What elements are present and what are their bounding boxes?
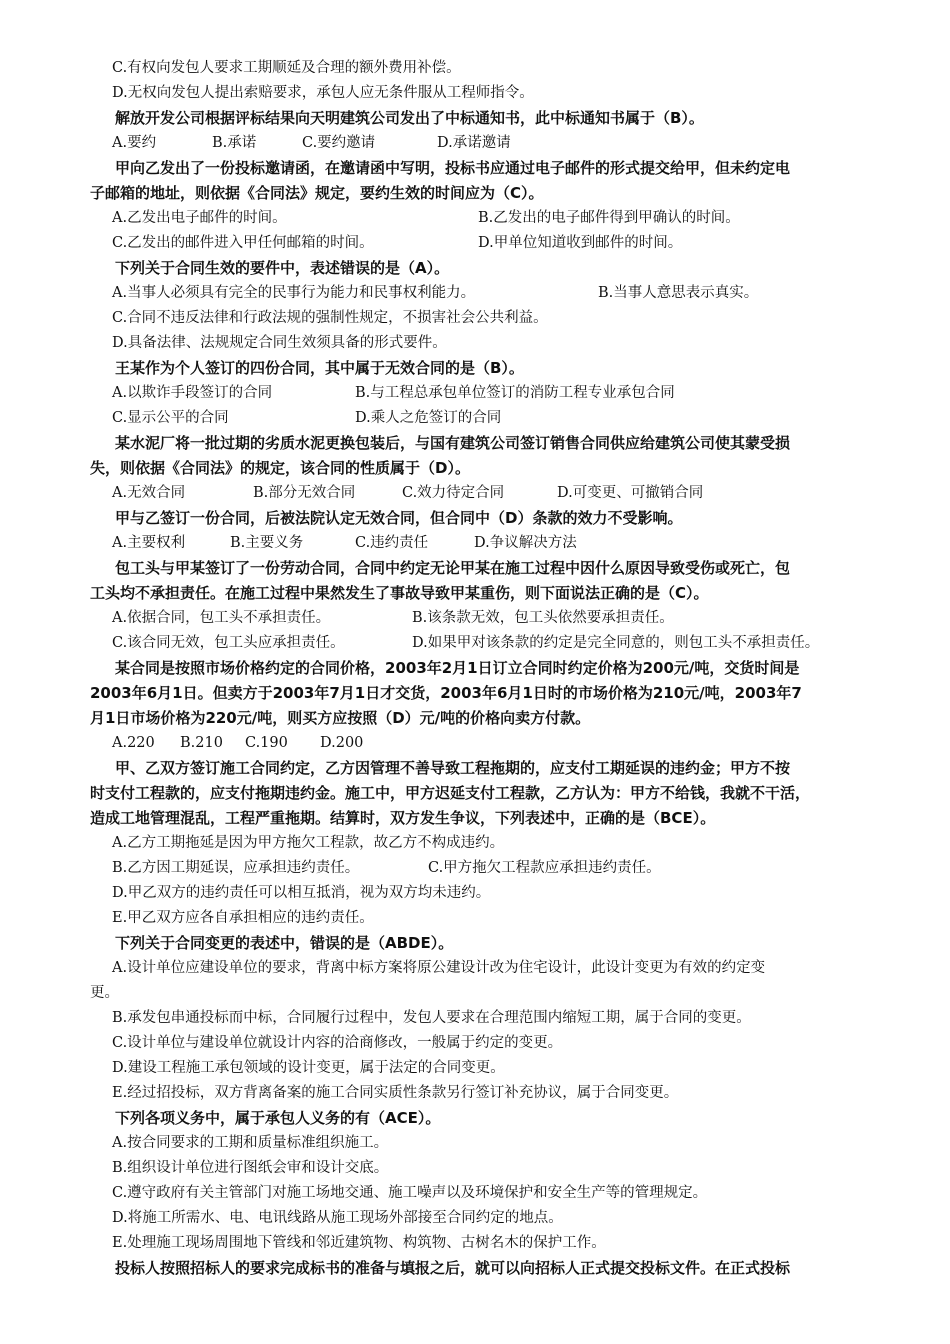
option-line: B.承发包串通投标而中标，合同履行过程中，发包人要求在合理范围内缩短工期，属于合同的变更。 <box>112 1010 751 1026</box>
question-line: 某水泥厂将一批过期的劣质水泥更换包装后，与国有建筑公司签订销售合同供应给建筑公司使其蒙受损 <box>115 434 791 452</box>
option-line: D.200 <box>320 735 364 751</box>
question-line: 甲向乙发出了一份投标邀请函，在邀请函中写明，投标书应通过电子邮件的形式提交给甲，但未约定电 <box>115 159 791 177</box>
option-line: C.合同不违反法律和行政法规的强制性规定，不损害社会公共利益。 <box>112 310 548 326</box>
question-line: 甲、乙双方签订施工合同约定，乙方因管理不善导致工程拖期的，应支付工期延误的违约金；甲方不按 <box>115 759 791 777</box>
option-line: D.承诺邀请 <box>437 135 511 151</box>
option-line: C.设计单位与建设单位就设计内容的洽商修改，一般属于约定的变更。 <box>112 1035 563 1051</box>
option-line: A.主要权利 <box>112 535 186 551</box>
option-line: A.无效合同 <box>112 485 186 501</box>
option-line: D.乘人之危签订的合同 <box>355 410 502 426</box>
question-line: 解放开发公司根据评标结果向天明建筑公司发出了中标通知书，此中标通知书属于（B）。 <box>115 109 704 127</box>
option-line: D.甲单位知道收到邮件的时间。 <box>478 235 683 251</box>
option-line: C.效力待定合同 <box>402 485 505 501</box>
question-line: 甲与乙签订一份合同，后被法院认定无效合同，但合同中（D）条款的效力不受影响。 <box>115 509 683 527</box>
question-line: 子邮箱的地址，则依据《合同法》规定，要约生效的时间应为（C）。 <box>90 184 544 202</box>
option-line: B.210 <box>180 735 223 751</box>
option-line: C.要约邀请 <box>302 135 376 151</box>
option-line: A.以欺诈手段签订的合同 <box>112 385 273 401</box>
question-line: 下列各项义务中，属于承包人义务的有（ACE）。 <box>115 1109 441 1127</box>
question-line: 投标人按照招标人的要求完成标书的准备与填报之后，就可以向招标人正式提交投标文件。在正式投标 <box>115 1259 791 1277</box>
option-line: D.具备法律、法规规定合同生效须具备的形式要件。 <box>112 335 447 351</box>
question-line: 失，则依据《合同法》的规定，该合同的性质属于（D）。 <box>90 459 470 477</box>
option-line: C.违约责任 <box>355 535 429 551</box>
option-line: D.建设工程施工承包领域的设计变更，属于法定的合同变更。 <box>112 1060 505 1076</box>
option-line: B.该条款无效，包工头依然要承担责任。 <box>412 610 674 626</box>
option-line: B.主要义务 <box>230 535 304 551</box>
option-line: A.220 <box>112 735 155 751</box>
option-line: C.乙发出的邮件进入甲任何邮箱的时间。 <box>112 235 374 251</box>
option-line: B.承诺 <box>212 135 257 151</box>
option-line: B.乙发出的电子邮件得到甲确认的时间。 <box>478 210 740 226</box>
option-line: E.经过招投标，双方背离备案的施工合同实质性条款另行签订补充协议，属于合同变更。 <box>112 1085 679 1101</box>
question-line: 2003年6月1日。但卖方于2003年7月1日才交货，2003年6月1日时的市场价格为210元/吨，2003年7 <box>90 684 802 702</box>
option-line: E.甲乙双方应各自承担相应的违约责任。 <box>112 910 374 926</box>
option-line: C.该合同无效，包工头应承担责任。 <box>112 635 345 651</box>
option-line: C.遵守政府有关主管部门对施工场地交通、施工噪声以及环境保护和安全生产等的管理规定。 <box>112 1185 708 1201</box>
option-line: D.将施工所需水、电、电讯线路从施工现场外部接至合同约定的地点。 <box>112 1210 563 1226</box>
option-line: C.显示公平的合同 <box>112 410 229 426</box>
question-line: 月1日市场价格为220元/吨，则买方应按照（D）元/吨的价格向卖方付款。 <box>90 709 591 727</box>
option-line: A.依据合同，包工头不承担责任。 <box>112 610 331 626</box>
option-line: B.与工程总承包单位签订的消防工程专业承包合同 <box>355 385 675 401</box>
option-line: A.设计单位应建设单位的要求，背离中标方案将原公建设计改为住宅设计，此设计变更为有效的约定变 <box>112 960 766 976</box>
option-line: D.争议解决方法 <box>474 535 577 551</box>
option-line: D.如果甲对该条款的约定是完全同意的，则包工头不承担责任。 <box>412 635 820 651</box>
option-line: B.组织设计单位进行图纸会审和设计交底。 <box>112 1160 389 1176</box>
option-line: A.乙发出电子邮件的时间。 <box>112 210 287 226</box>
option-line: A.要约 <box>112 135 157 151</box>
question-line: 造成工地管理混乱，工程严重拖期。结算时，双方发生争议，下列表述中，正确的是（BCE）。 <box>90 809 716 827</box>
option-line: D.可变更、可撤销合同 <box>557 485 704 501</box>
option-line: 更。 <box>90 985 119 1001</box>
question-line: 下列关于合同变更的表述中，错误的是（ABDE）。 <box>115 934 454 952</box>
question-line: 某合同是按照市场价格约定的合同价格，2003年2月1日订立合同时约定价格为200元/吨，交货时间是 <box>115 659 800 677</box>
option-line: B.部分无效合同 <box>253 485 356 501</box>
option-line: A.乙方工期拖延是因为甲方拖欠工程款，故乙方不构成违约。 <box>112 835 505 851</box>
question-line: 王某作为个人签订的四份合同，其中属于无效合同的是（B）。 <box>115 359 524 377</box>
question-line: 工头均不承担责任。在施工过程中果然发生了事故导致甲某重伤，则下面说法正确的是（C）。 <box>90 584 709 602</box>
option-line: D.甲乙双方的违约责任可以相互抵消，视为双方均未违约。 <box>112 885 491 901</box>
question-line: 包工头与甲某签订了一份劳动合同，合同中约定无论甲某在施工过程中因什么原因导致受伤或死亡，包 <box>115 559 791 577</box>
option-line: B.当事人意思表示真实。 <box>598 285 759 301</box>
option-line: C.190 <box>245 735 288 751</box>
option-line: D.无权向发包人提出索赔要求，承包人应无条件服从工程师指令。 <box>112 85 534 101</box>
question-line: 时支付工程款的，应支付拖期违约金。施工中，甲方迟延支付工程款，乙方认为：甲方不给钱，我就不干活， <box>90 784 811 802</box>
option-line: C.甲方拖欠工程款应承担违约责任。 <box>428 860 661 876</box>
option-line: A.当事人必须具有完全的民事行为能力和民事权利能力。 <box>112 285 476 301</box>
option-line: C.有权向发包人要求工期顺延及合理的额外费用补偿。 <box>112 60 461 76</box>
option-line: E.处理施工现场周围地下管线和邻近建筑物、构筑物、古树名木的保护工作。 <box>112 1235 606 1251</box>
question-line: 下列关于合同生效的要件中，表述错误的是（A）。 <box>115 259 450 277</box>
option-line: B.乙方因工期延误，应承担违约责任。 <box>112 860 360 876</box>
option-line: A.按合同要求的工期和质量标准组织施工。 <box>112 1135 389 1151</box>
